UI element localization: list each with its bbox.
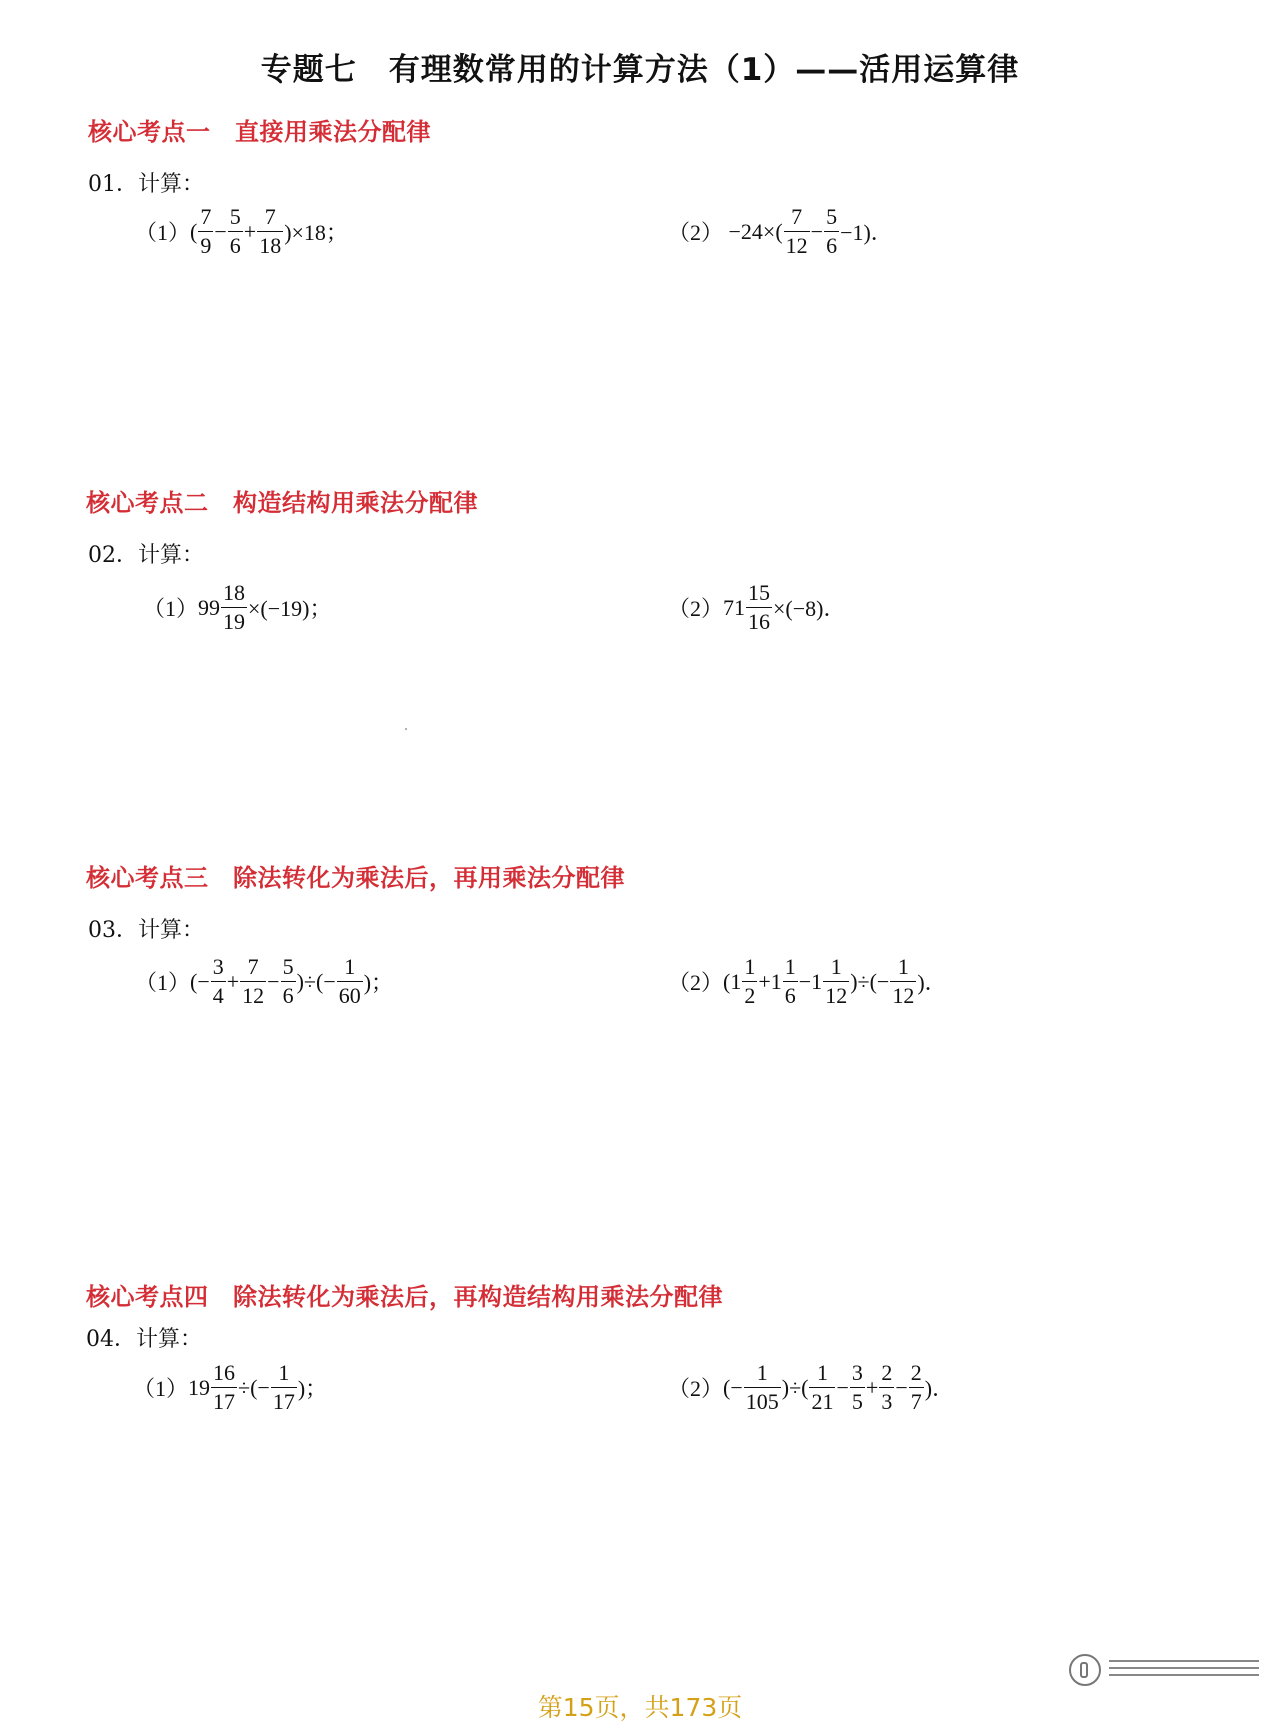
- problem-02-label: 02．计算：: [88, 543, 204, 568]
- problem-03-label: 03．计算：: [88, 918, 204, 943]
- page-counter: 第15页，共173页: [537, 1693, 743, 1722]
- item-number: （1）: [133, 1376, 189, 1401]
- fraction-5-6: $\frac{5}{6}$: [826, 204, 838, 258]
- page-title: 专题七 有理数常用的计算方法（1）——活用运算律: [260, 52, 1020, 88]
- item-number: （2）: [668, 220, 724, 245]
- fraction-2-7: $\frac{2}{7}$: [910, 1360, 922, 1414]
- problem-03-1: （1） (− $\frac{3}{4}$ + $\frac{7}{12}$ − $\frac{5}{6}$ )÷(− $\frac{1}{60}$ )；: [135, 954, 394, 1008]
- menu-lines-icon: [1109, 1660, 1259, 1684]
- problem-01-2: （2） −24×( $\frac{7}{12}$ − $\frac{5}{6}$ −1)．: [668, 204, 893, 258]
- fraction-1-2: $\frac{1}{2}$: [744, 954, 756, 1008]
- scan-speck: [405, 728, 407, 730]
- fraction-15-16: $\frac{15}{16}$: [748, 580, 771, 634]
- menu-circle-icon: [1069, 1654, 1101, 1686]
- item-number: （2）: [668, 596, 724, 621]
- fraction-3-4: $\frac{3}{4}$: [212, 954, 224, 1008]
- item-number: （1）: [143, 596, 199, 621]
- item-number: （2）: [668, 1376, 724, 1401]
- fraction-7-12: $\frac{7}{12}$: [242, 954, 265, 1008]
- section-4-heading: 核心考点四 除法转化为乘法后，再构造结构用乘法分配律: [86, 1283, 723, 1311]
- fraction-1-17: $\frac{1}{17}$: [272, 1360, 295, 1414]
- item-number: （2）: [668, 970, 724, 995]
- fraction-7-12: $\frac{7}{12}$: [785, 204, 808, 258]
- problem-02-2: （2） 71 $\frac{15}{16}$ ×(−8)．: [668, 580, 846, 634]
- fraction-1-6: $\frac{1}{6}$: [784, 954, 796, 1008]
- fraction-1-60: $\frac{1}{60}$: [338, 954, 361, 1008]
- fraction-1-12: $\frac{1}{12}$: [825, 954, 848, 1008]
- fraction-1-12: $\frac{1}{12}$: [892, 954, 915, 1008]
- fraction-5-6: $\frac{5}{6}$: [282, 954, 294, 1008]
- fraction-2-3: $\frac{2}{3}$: [881, 1360, 893, 1414]
- problem-02-1: （1） 99 $\frac{18}{19}$ ×(−19)；: [143, 580, 332, 634]
- problem-01-label: 01．计算：: [88, 172, 204, 197]
- fraction-7-9: $\frac{7}{9}$: [200, 204, 212, 258]
- problem-04-2: （2） (− $\frac{1}{105}$ )÷( $\frac{1}{21}$ − $\frac{3}{5}$ + $\frac{2}{3}$ − $\frac{2}{7}$ )．: [668, 1360, 955, 1414]
- fraction-16-17: $\frac{16}{17}$: [213, 1360, 236, 1414]
- fraction-18-19: $\frac{18}{19}$: [223, 580, 246, 634]
- item-number: （1）: [135, 220, 191, 245]
- menu-icon[interactable]: [1069, 1654, 1269, 1690]
- section-2-heading: 核心考点二 构造结构用乘法分配律: [86, 489, 478, 517]
- section-1-heading: 核心考点一 直接用乘法分配律: [88, 118, 431, 146]
- problem-04-label: 04．计算：: [86, 1327, 202, 1352]
- problem-04-1: （1） 19 $\frac{16}{17}$ ÷(− $\frac{1}{17}$ )；: [133, 1360, 328, 1414]
- problem-03-2: （2） (1 $\frac{1}{2}$ +1 $\frac{1}{6}$ −1 $\frac{1}{12}$ )÷(− $\frac{1}{12}$ )．: [668, 954, 947, 1008]
- problem-01-1: （1） ( $\frac{7}{9}$ − $\frac{5}{6}$ + $\frac{7}{18}$ )×18；: [135, 204, 348, 258]
- fraction-7-18: $\frac{7}{18}$: [259, 204, 282, 258]
- fraction-5-6: $\frac{5}{6}$: [229, 204, 241, 258]
- fraction-1-21: $\frac{1}{21}$: [811, 1360, 834, 1414]
- fraction-3-5: $\frac{3}{5}$: [851, 1360, 863, 1414]
- fraction-1-105: $\frac{1}{105}$: [745, 1360, 779, 1414]
- item-number: （1）: [135, 970, 191, 995]
- section-3-heading: 核心考点三 除法转化为乘法后，再用乘法分配律: [86, 864, 625, 892]
